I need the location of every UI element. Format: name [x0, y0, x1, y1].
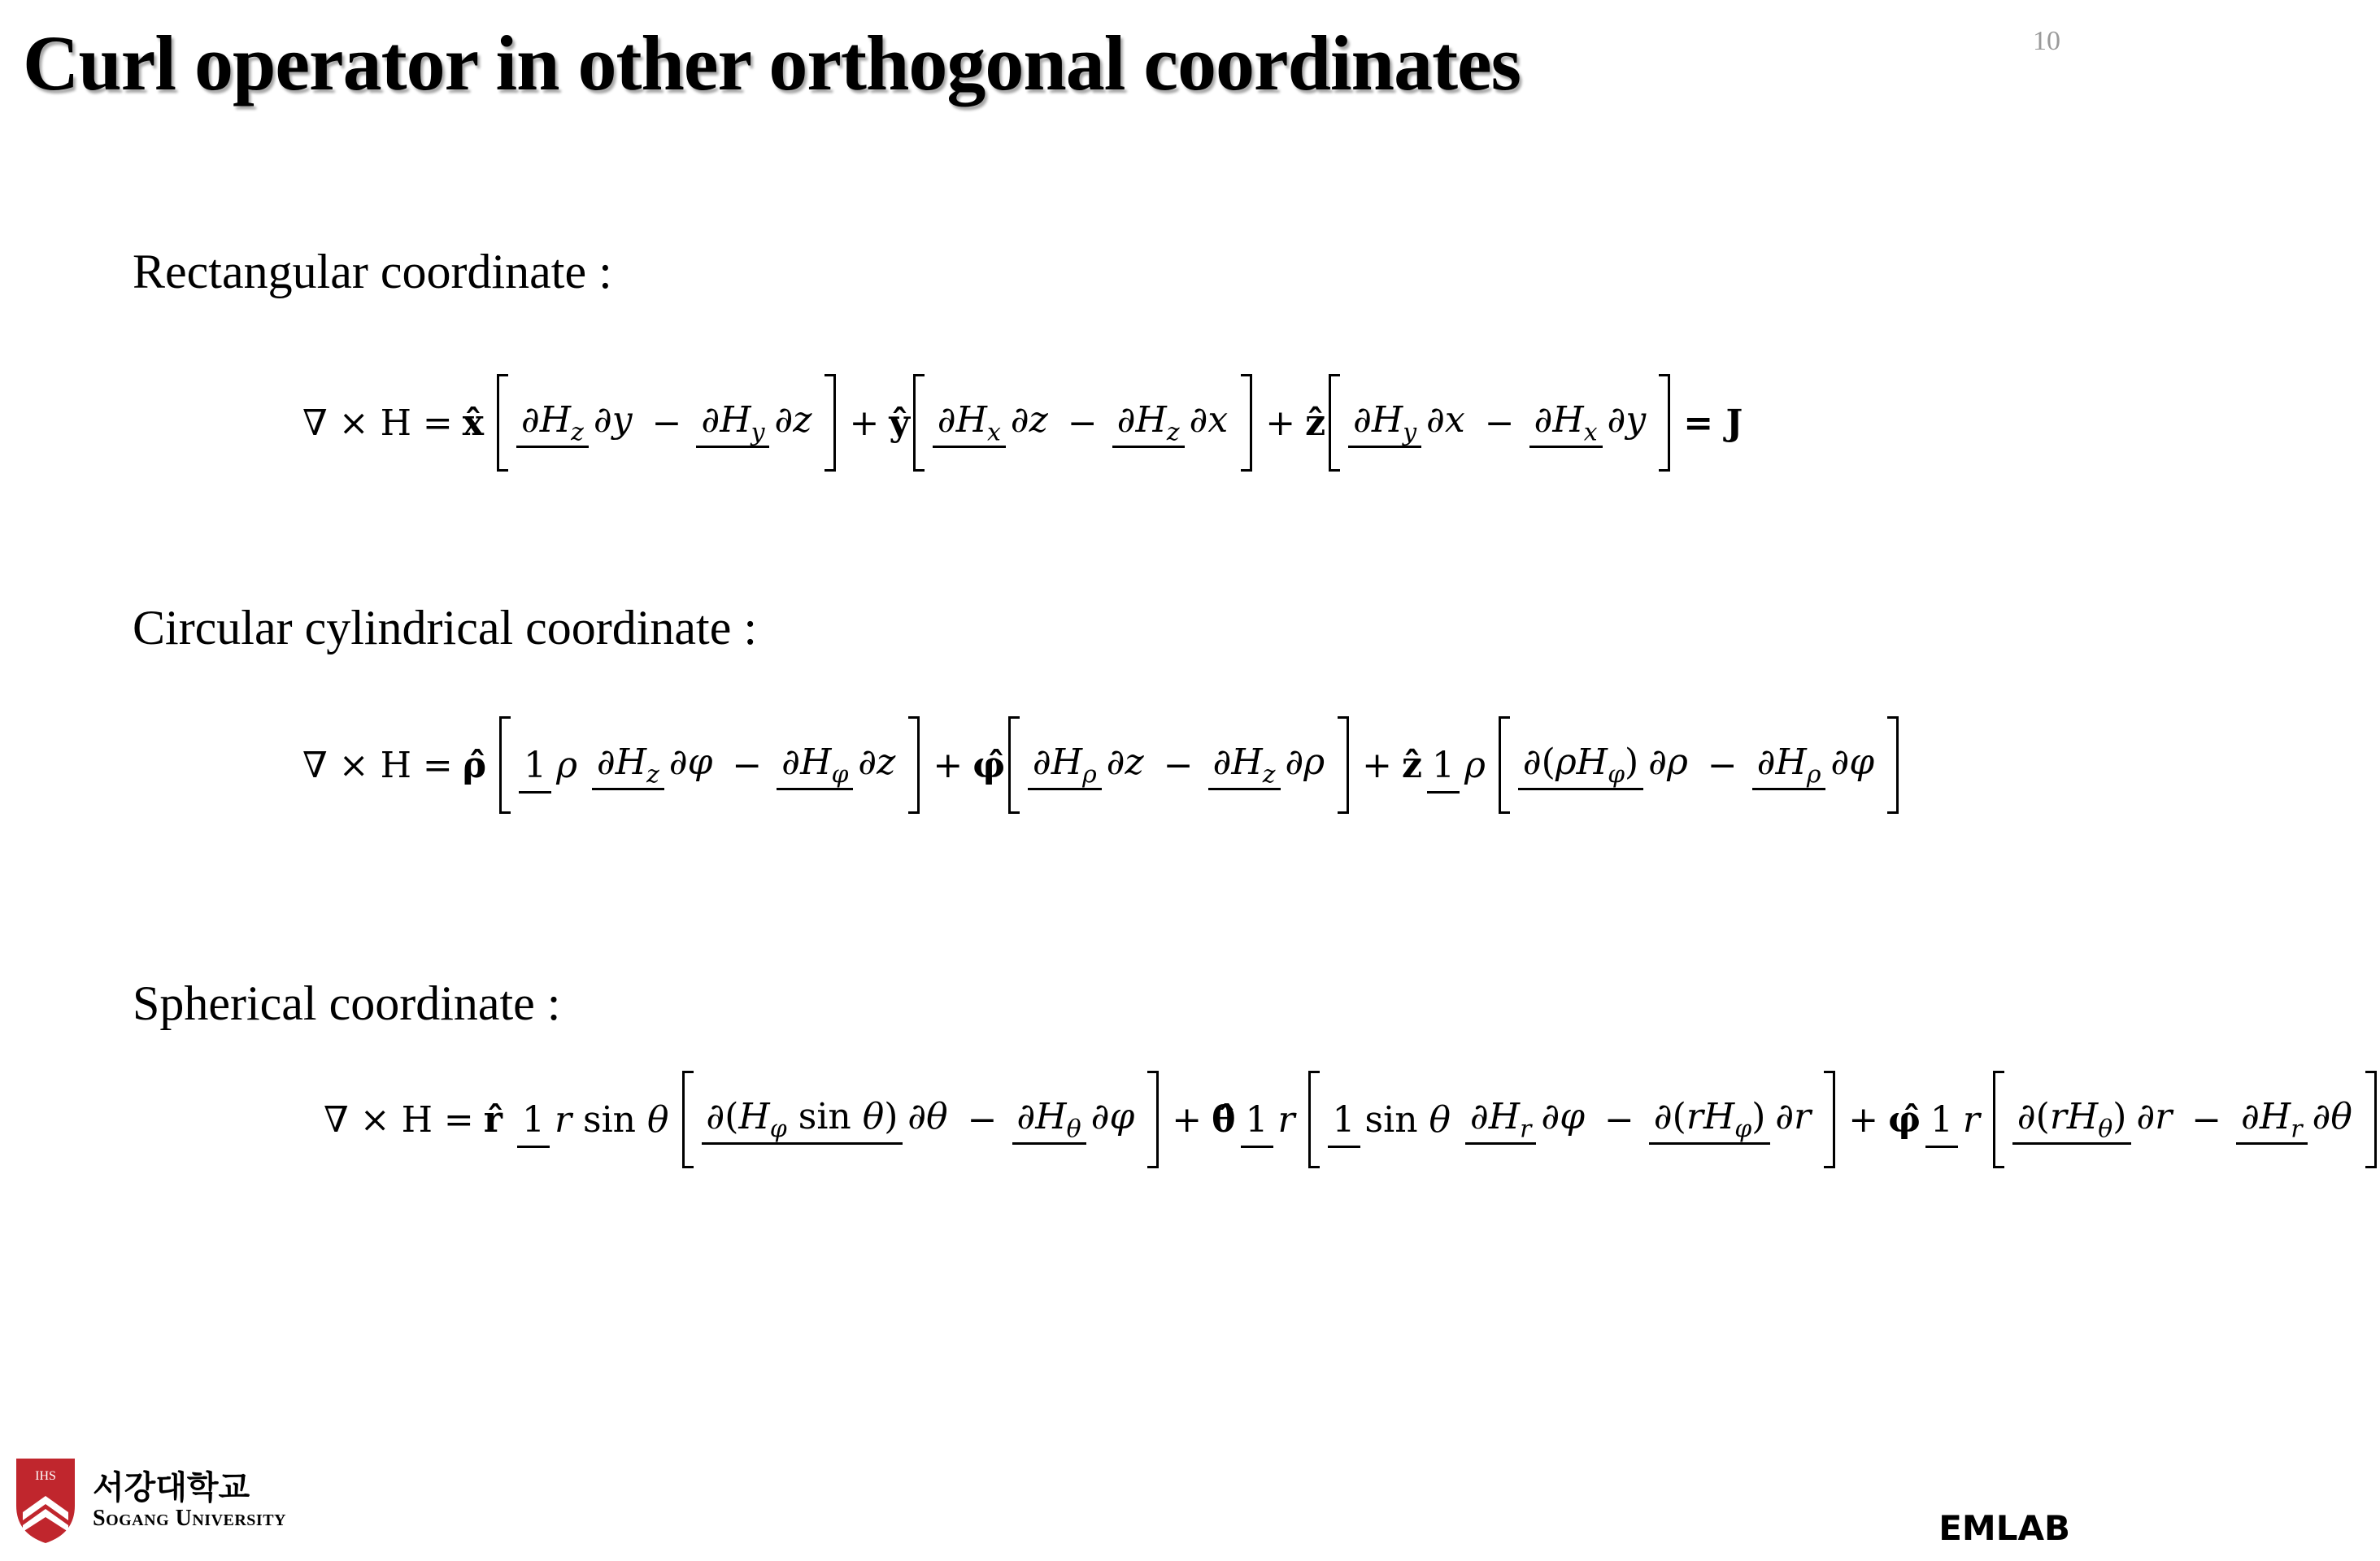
rectangular-curl-equation: ∇ × H = x̂ $\partial H_z$ ∂y − $\partial H_y$ ∂z + ŷ $\partial H_x$ ∂z − $\partial H_z$ ∂x + ẑ $\partial H_y$ ∂x − $\partial H_x$ ∂y = J — [302, 370, 1752, 476]
equation-rhs: = J — [1683, 402, 1743, 444]
rectangular-label: Rectangular coordinate : — [133, 245, 612, 298]
equation-lhs: ∇ × H = — [324, 1098, 474, 1141]
slide-title: Curl operator in other orthogonal coordinates — [23, 20, 1521, 107]
university-name-english: Sogang University — [93, 1506, 286, 1531]
shield-text: IHS — [35, 1469, 56, 1483]
university-name-korean: 서강대학교 — [93, 1469, 250, 1507]
spherical-curl-equation: ∇ × H = r̂ 1 r sin θ $\partial(H_\varphi$ sin θ) ∂θ − $\partial H_\theta$ ∂φ + θ̂ 1 r 1 sin θ $\partial H_r$ ∂φ − $\partial(rH_\varphi)$ ∂r + φ̂ 1 r $\partial(rH_\theta)$ ∂r − $\partial H_r$ ∂θ — [324, 1067, 2380, 1172]
shield-icon — [13, 1455, 78, 1546]
page-number: 10 — [2033, 26, 2060, 56]
spherical-label: Spherical coordinate : — [133, 976, 561, 1030]
university-logo — [13, 1455, 286, 1546]
equation-lhs: ∇ × H = — [302, 744, 453, 786]
equation-lhs: ∇ × H = — [302, 402, 453, 444]
cylindrical-label: Circular cylindrical coordinate : — [133, 601, 758, 654]
lab-name: EMLAB — [1938, 1508, 2070, 1548]
cylindrical-curl-equation: ∇ × H = ρ̂ 1 ρ $\partial H_z$ ∂φ − $\partial H_\varphi$ ∂z + φ̂ $\partial H_\rho$ ∂z − $\partial H_z$ ∂ρ + ẑ 1 ρ $\partial(\rho H_\varphi)$ ∂ρ − $\partial H_\rho$ ∂φ — [302, 712, 1902, 818]
